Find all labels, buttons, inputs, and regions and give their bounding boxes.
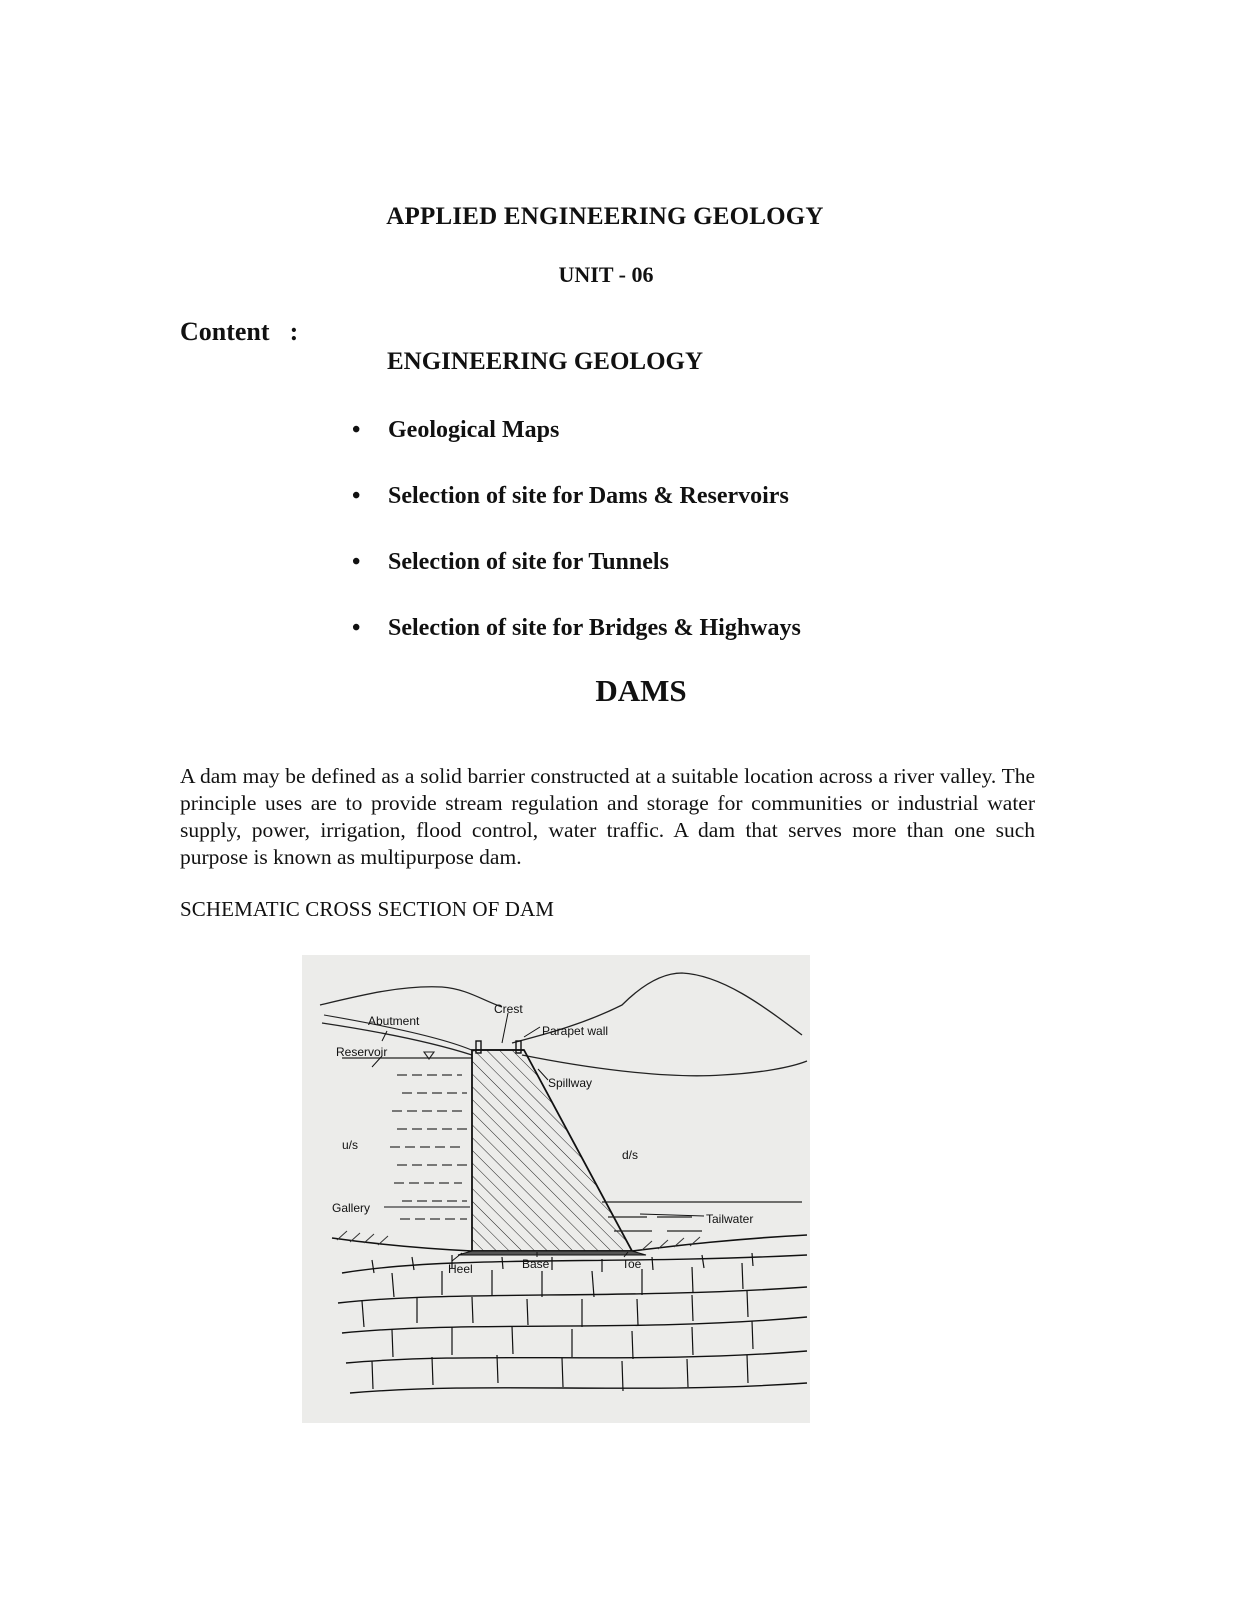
dam-diagram	[302, 955, 810, 1423]
list-item	[352, 410, 1052, 476]
bullet-icon: •	[352, 549, 361, 575]
bullet-icon: •	[352, 417, 361, 443]
content-colon: :	[289, 317, 299, 346]
topic-label: Geological Maps	[388, 417, 560, 443]
crest-label: Crest	[494, 1002, 523, 1016]
unit-number: UNIT - 06	[558, 262, 654, 287]
definition-paragraph: A dam may be defined as a solid barrier constructed at a suitable location across a river valley. The principle uses are to provide stream regulation and storage for communities or industrial water supply, power, irrigation, flood control, water traffic. A dam that serves more than one such purpose is known as multipurpose dam.	[180, 764, 1035, 869]
spillway-label: Spillway	[548, 1076, 593, 1090]
base-label: Base	[522, 1257, 550, 1271]
abutment-label: Abutment	[368, 1014, 420, 1028]
topic-list	[352, 410, 1052, 674]
content-label: Content	[180, 317, 270, 346]
parapet-wall-label: Parapet wall	[542, 1024, 609, 1038]
heel-label: Heel	[448, 1262, 473, 1276]
dam-base-foundation	[458, 1251, 646, 1255]
reservoir-water-dashes	[390, 1075, 467, 1219]
section-heading: ENGINEERING GEOLOGY	[387, 348, 704, 375]
topic-label: Selection of site for Dams & Reservoirs	[388, 483, 789, 509]
bullet-icon: •	[352, 615, 361, 641]
document-title: APPLIED ENGINEERING GEOLOGY	[386, 203, 824, 230]
right-hill-lower	[522, 1055, 807, 1076]
tailwater-label: Tailwater	[706, 1212, 754, 1226]
content-label-row	[180, 317, 298, 347]
left-hill-line	[320, 987, 502, 1007]
list-item	[352, 608, 1052, 674]
downstream-label: d/s	[622, 1148, 639, 1162]
bullet-icon: •	[352, 483, 361, 509]
list-item	[352, 542, 1052, 608]
figure-caption: SCHEMATIC CROSS SECTION OF DAM	[180, 897, 555, 921]
topic-label: Selection of site for Tunnels	[388, 549, 669, 575]
rock-strata	[338, 1255, 807, 1393]
topic-label: Selection of site for Bridges & Highways	[388, 615, 801, 641]
toe-label: Toe	[622, 1257, 642, 1271]
tailwater-lines	[602, 1202, 802, 1231]
gallery-label: Gallery	[332, 1201, 371, 1215]
dams-heading: DAMS	[595, 673, 687, 708]
list-item	[352, 476, 1052, 542]
upstream-label: u/s	[342, 1138, 359, 1152]
dam-cross-section-figure	[302, 955, 810, 1423]
reservoir-label: Reservoir	[336, 1045, 388, 1059]
rock-joints	[362, 1253, 753, 1391]
